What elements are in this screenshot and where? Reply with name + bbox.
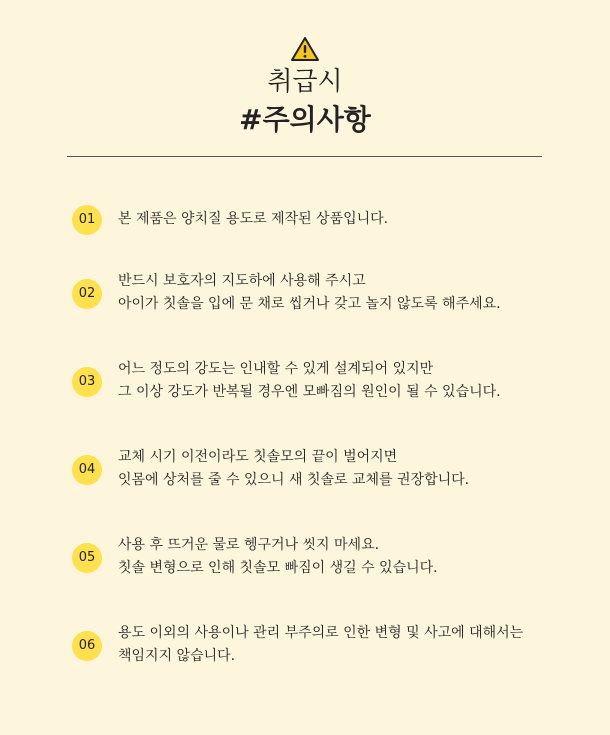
item-number-badge: 04 xyxy=(72,455,102,485)
item-text-line: 교체 시기 이전이라도 칫솔모의 끝이 벌어지면 xyxy=(118,449,398,465)
item-text xyxy=(118,208,588,231)
item-text xyxy=(118,358,588,404)
item-number-badge: 03 xyxy=(72,367,102,397)
item-text-line: 본 제품은 양치질 용도로 제작된 상품입니다. xyxy=(118,211,389,227)
item-text xyxy=(118,446,588,492)
item-number-badge: 02 xyxy=(72,279,102,309)
item-text-line: 그 이상 강도가 반복될 경우엔 모빠짐의 원인이 될 수 있습니다. xyxy=(118,384,501,400)
item-number-badge: 06 xyxy=(72,631,102,661)
item-text-line: 아이가 칫솔을 입에 문 채로 씹거나 갖고 놀지 않도록 해주세요. xyxy=(118,296,501,312)
item-text-line: 반드시 보호자의 지도하에 사용해 주시고 xyxy=(118,273,366,289)
page-title-line2: #주의사항 xyxy=(239,103,371,136)
item-text-line: 잇몸에 상처를 줄 수 있으니 새 칫솔로 교체를 권장합니다. xyxy=(118,472,470,488)
item-text-line: 칫솔 변형으로 인해 칫솔모 빠짐이 생길 수 있습니다. xyxy=(118,560,438,576)
divider xyxy=(67,156,542,157)
item-number-badge: 01 xyxy=(72,205,102,235)
item-text xyxy=(118,534,588,580)
item-text-line: 사용 후 뜨거운 물로 헹구거나 씻지 마세요. xyxy=(118,537,380,553)
item-text-line: 책임지지 않습니다. xyxy=(118,648,236,664)
item-number-badge: 05 xyxy=(72,543,102,573)
item-text xyxy=(118,622,588,668)
warning-triangle-icon xyxy=(290,36,320,62)
item-text-line: 어느 정도의 강도는 인내할 수 있게 설계되어 있지만 xyxy=(118,361,434,377)
item-text-line: 용도 이외의 사용이나 관리 부주의로 인한 변형 및 사고에 대해서는 xyxy=(118,625,524,641)
page-title-line1: 취급시 xyxy=(267,67,343,97)
item-text xyxy=(118,270,588,316)
